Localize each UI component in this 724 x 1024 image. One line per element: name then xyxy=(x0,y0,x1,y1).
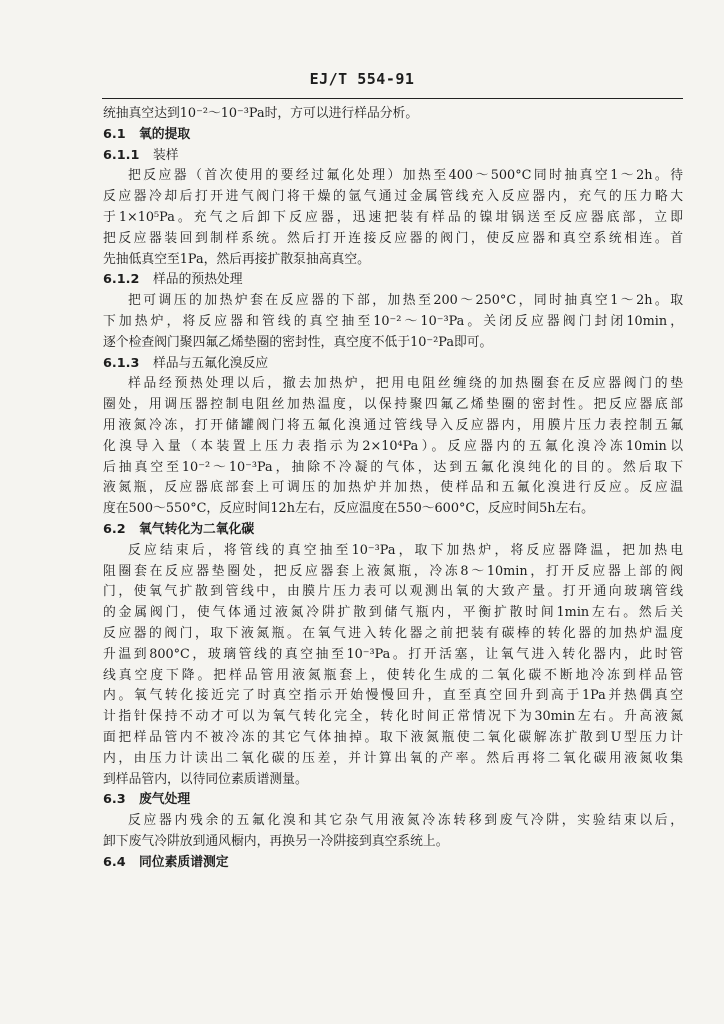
section-title: 废气处理 xyxy=(139,792,191,808)
section-title: 装样 xyxy=(153,147,179,163)
paragraph-line: 样品经预热处理以后，撤去加热炉，把用电阻丝缠绕的加热圈套在反应器阀门的垫 xyxy=(128,376,683,392)
section-heading xyxy=(103,354,683,375)
section-number: 6.4 xyxy=(103,854,126,870)
section-number: 6.1.3 xyxy=(103,355,140,371)
paragraph-line: 内，由压力计读出二氧化碳的压差，并计算出氧的产率。然后再将二氧化碳用液氮收集 xyxy=(103,750,683,766)
paragraph-line: 下加热炉，将反应器和管线的真空抽至10⁻²～10⁻³Pa。关闭反应器阀门封闭10min， xyxy=(103,313,683,329)
section-heading xyxy=(103,270,683,291)
paragraph-line: 升温到800°C，玻璃管线的真空抽至10⁻³Pa。打开活塞，让氧气进入转化器内，此时管 xyxy=(103,646,683,662)
paragraph-line: 到样品管内，以待同位素质谱测量。 xyxy=(103,771,308,787)
header-rule xyxy=(102,98,683,99)
document-body xyxy=(103,104,683,873)
section-title: 样品与五氟化溴反应 xyxy=(153,355,269,371)
paragraph-line: 于1×10⁵Pa。充气之后卸下反应器，迅速把装有样品的镍坩锅送至反应器底部，立即 xyxy=(103,209,683,225)
paragraph-line: 计指针保持不动才可以为氧气转化完全，转化时间正常情况下为30min左右。升高液氮 xyxy=(103,709,683,725)
standard-code-header: EJ/T 554-91 xyxy=(309,70,415,88)
section-heading xyxy=(103,146,683,167)
section-title: 同位素质谱测定 xyxy=(139,854,229,870)
paragraph-line: 线真空度下降。把样品管用液氮瓶套上，使转化生成的二氧化碳不断地冷冻到样品管 xyxy=(103,667,683,683)
paragraph-line: 卸下废气冷阱放到通风橱内，再换另一冷阱接到真空系统上。 xyxy=(103,833,449,849)
paragraph-line: 圈处，用调压器控制电阻丝加热温度，以保持聚四氟乙烯垫圈的密封性。把反应器底部 xyxy=(103,397,683,413)
paragraph-line: 反应器的阀门，取下液氮瓶。在氧气进入转化器之前把装有碳棒的转化器的加热炉温度 xyxy=(103,625,683,641)
paragraph-line: 把反应器（首次使用的要经过氟化处理）加热至400～500°C同时抽真空1～2h。待 xyxy=(128,168,683,184)
paragraph-line: 后抽真空至10⁻²～10⁻³Pa，抽除不冷凝的气体，达到五氟化溴纯化的目的。然后取下 xyxy=(103,459,683,475)
paragraph-line: 阻圈套在反应器垫圈处，把反应器套上液氮瓶，冷冻8～10min，打开反应器上部的阀 xyxy=(103,563,683,579)
paragraph-line: 反应结束后，将管线的真空抽至10⁻³Pa，取下加热炉，将反应器降温，把加热电 xyxy=(128,542,683,558)
section-heading xyxy=(103,853,683,874)
section-title: 样品的预热处理 xyxy=(153,272,243,288)
paragraph-line: 用液氮冷冻，打开储罐阀门将五氟化溴通过管线导入反应器内，用膜片压力表控制五氟 xyxy=(103,417,683,433)
section-heading xyxy=(103,790,683,811)
paragraph-line: 门，使氧气扩散到管线中，由膜片压力表可以观测出氧的大致产量。打开通向玻璃管线 xyxy=(103,584,683,600)
section-number: 6.1.2 xyxy=(103,272,140,288)
section-number: 6.3 xyxy=(103,792,126,808)
paragraph-line: 把可调压的加热炉套在反应器的下部，加热至200～250°C，同时抽真空1～2h。取 xyxy=(128,293,683,309)
paragraph-line: 内。氧气转化接近完了时真空指示开始慢慢回升，直至真空回升到高于1Pa并热偶真空 xyxy=(103,688,683,704)
paragraph-line: 逐个检查阀门聚四氟乙烯垫圈的密封性，真空度不低于10⁻²Pa即可。 xyxy=(103,334,493,350)
section-heading xyxy=(103,520,683,541)
paragraph-line: 度在500～550°C，反应时间12h左右，反应温度在550～600°C，反应时间5h左右。 xyxy=(103,501,594,517)
section-title: 氧气转化为二氧化碳 xyxy=(139,521,255,537)
paragraph-line: 反应器内残余的五氟化溴和其它杂气用液氮冷冻转移到废气冷阱，实验结束以后， xyxy=(128,813,683,829)
paragraph-line: 液氮瓶，反应器底部套上可调压的加热炉并加热，使样品和五氟化溴进行反应。反应温 xyxy=(103,480,683,496)
paragraph-line: 面把样品管内不被冷冻的其它气体抽掉。取下液氮瓶使二氧化碳解冻扩散到U型压力计 xyxy=(103,729,683,745)
paragraph-line: 先抽低真空至1Pa，然后再接扩散泵抽高真空。 xyxy=(103,251,370,267)
paragraph-line: 化溴导入量（本装置上压力表指示为2×10⁴Pa）。反应器内的五氟化溴冷冻10min以 xyxy=(103,438,683,454)
section-number: 6.1 xyxy=(103,126,126,142)
paragraph-line: 反应器冷却后打开进气阀门将干燥的氩气通过金属管线充入反应器内，充气的压力略大 xyxy=(103,189,683,205)
section-number: 6.1.1 xyxy=(103,147,140,163)
section-title: 氧的提取 xyxy=(139,126,191,142)
paragraph-line: 把反应器装回到制样系统。然后打开连接反应器的阀门，使反应器和真空系统相连。首 xyxy=(103,230,683,246)
paragraph-line: 的金属阀门，使气体通过液氮冷阱扩散到储气瓶内，平衡扩散时间1min左右。然后关 xyxy=(103,605,683,621)
section-number: 6.2 xyxy=(103,521,126,537)
section-heading xyxy=(103,125,683,146)
paragraph-line: 统抽真空达到10⁻²～10⁻³Pa时，方可以进行样品分析。 xyxy=(103,106,419,121)
